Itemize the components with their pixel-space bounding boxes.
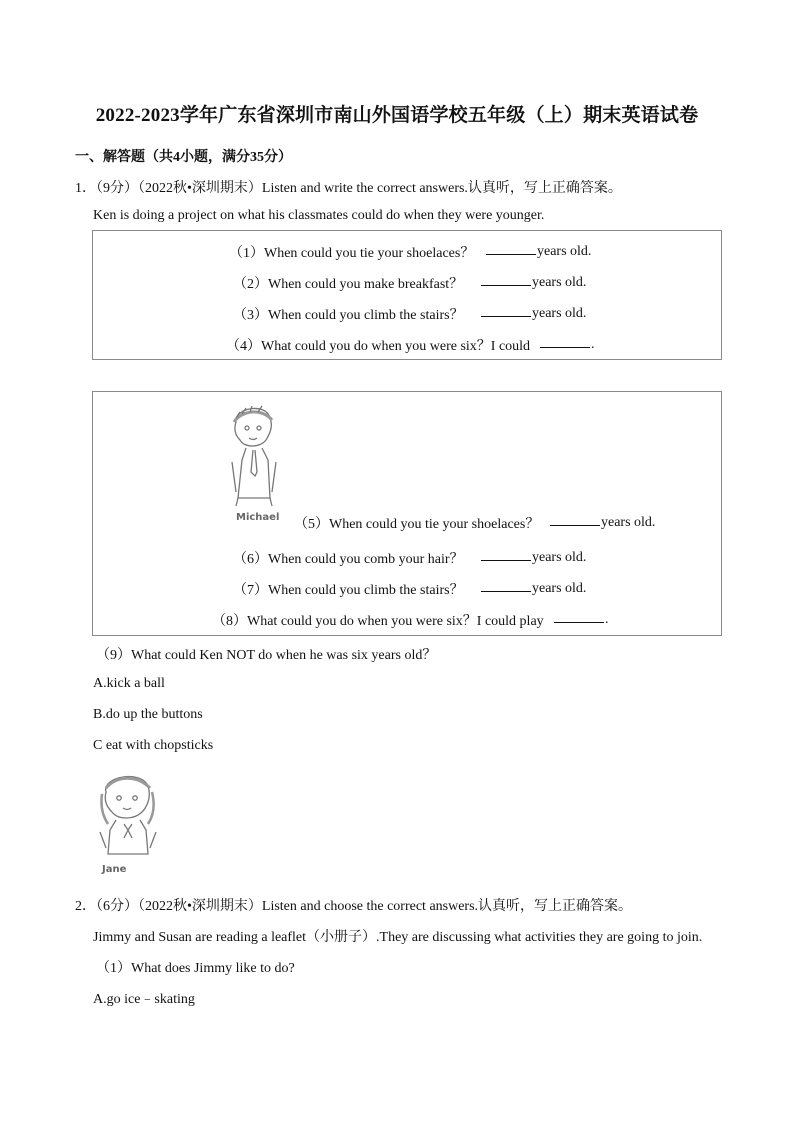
answer-blank[interactable] — [481, 304, 531, 317]
q1-item-6-answer[interactable] — [481, 548, 586, 566]
answer-blank[interactable] — [486, 242, 536, 255]
answer-blank[interactable] — [554, 610, 604, 623]
q1-item-5 — [294, 513, 539, 533]
answer-suffix: years old. — [532, 275, 587, 290]
answer-suffix: years old. — [537, 244, 592, 259]
answer-blank[interactable] — [481, 579, 531, 592]
boy-sketch-icon — [222, 402, 288, 512]
q1-item-7-text: （7）When could you climb the stairs？ — [233, 583, 464, 598]
q1-item-3-answer[interactable] — [481, 304, 586, 322]
q1-item-6-text: （6）When could you comb your hair？ — [233, 552, 464, 567]
michael-figure-image — [222, 402, 288, 526]
answer-suffix: . — [591, 337, 595, 352]
q1-item-2 — [233, 273, 463, 293]
q1-item-4-answer[interactable] — [540, 335, 595, 353]
q1-item-4-text: （4）What could you do when you were six？I could — [226, 339, 531, 354]
q1-item-1-text: （1）When could you tie your shoelaces？ — [229, 246, 475, 261]
answer-suffix: years old. — [532, 550, 587, 565]
answer-blank[interactable] — [540, 335, 590, 348]
q1-item-5-text: （5）When could you tie your shoelaces？ — [294, 517, 540, 532]
q1-item-7 — [233, 579, 464, 599]
question-1-intro: Ken is doing a project on what his classmates could do when they were younger. — [93, 208, 545, 223]
q1-item-4 — [226, 335, 530, 355]
q1-item-6 — [233, 548, 464, 568]
q9-option-b[interactable]: B.do up the buttons — [93, 707, 203, 722]
answer-blank[interactable] — [550, 513, 600, 526]
q1-item-7-answer[interactable] — [481, 579, 586, 597]
q1-item-3 — [233, 304, 464, 324]
q1-item-9: （9）What could Ken NOT do when he was six years old？ — [96, 648, 437, 663]
michael-label: Michael — [236, 512, 280, 523]
girl-sketch-icon — [92, 768, 164, 860]
question-2-header: 2．（6分）（2022秋•深圳期末）Listen and choose the correct answers.认真听，写上正确答案。 — [75, 899, 633, 914]
jane-figure-image — [92, 768, 164, 878]
q9-option-c[interactable]: C eat with chopsticks — [93, 738, 214, 753]
answer-suffix: years old. — [532, 581, 587, 596]
answer-suffix: . — [605, 612, 609, 627]
section-heading: 一、解答题（共4小题，满分35分） — [75, 150, 292, 165]
q1-item-2-text: （2）When could you make breakfast？ — [233, 277, 464, 292]
question-2-intro: Jimmy and Susan are reading a leaflet（小册子）.They are discussing what activities they are going to join. — [93, 930, 703, 945]
q2-item-1: （1）What does Jimmy like to do? — [96, 961, 295, 976]
answer-suffix: years old. — [601, 515, 656, 530]
page-title: 2022-2023学年广东省深圳市南山外国语学校五年级（上）期末英语试卷 — [95, 105, 699, 126]
question-1-header: 1．（9分）（2022秋•深圳期末）Listen and write the correct answers.认真听，写上正确答案。 — [75, 181, 622, 196]
q9-option-a[interactable]: A.kick a ball — [93, 676, 165, 691]
q1-item-8-text: （8）What could you do when you were six？I could play — [212, 614, 544, 629]
q2-option-a[interactable]: A.go ice﹣skating — [93, 992, 195, 1007]
q1-item-3-text: （3）When could you climb the stairs？ — [233, 308, 464, 323]
q1-item-1-answer[interactable] — [486, 242, 591, 260]
jane-label: Jane — [102, 864, 127, 875]
q1-item-8 — [212, 610, 544, 630]
q1-item-8-answer[interactable] — [554, 610, 609, 628]
answer-suffix: years old. — [532, 306, 587, 321]
answer-blank[interactable] — [481, 273, 531, 286]
q1-item-1 — [229, 242, 474, 262]
q1-item-5-answer[interactable] — [550, 513, 655, 531]
answer-blank[interactable] — [481, 548, 531, 561]
q1-item-2-answer[interactable] — [481, 273, 586, 291]
